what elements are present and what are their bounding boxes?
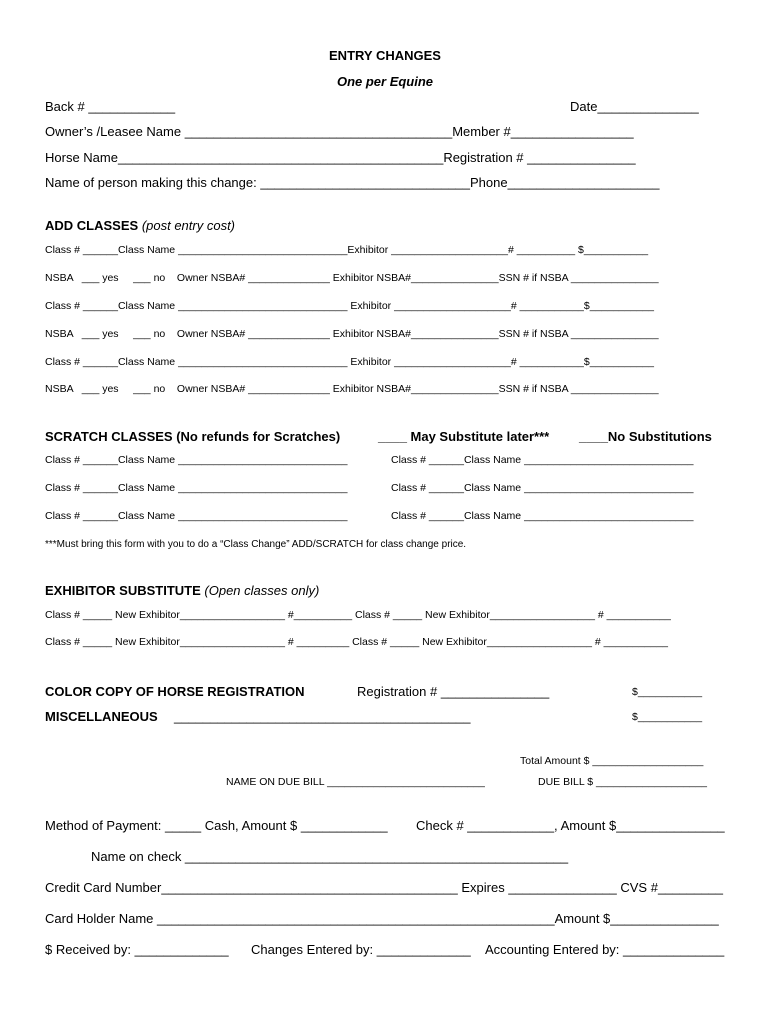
add-nsba-line-2[interactable]: NSBA ___ yes ___ no Owner NSBA# ______________ Exhibitor NSBA#_______________SSN # if NSBA _______________ [45,328,659,340]
date-field[interactable]: Date______________ [570,99,699,114]
back-number-field[interactable]: Back # ____________ [45,99,176,114]
name-on-check-field[interactable]: Name on check _____________________________________________________ [91,849,569,864]
exhibitor-substitute-title: EXHIBITOR SUBSTITUTE [45,583,201,598]
color-copy-label: COLOR COPY OF HORSE REGISTRATION [45,684,305,699]
form-title: ENTRY CHANGES [329,48,441,63]
person-phone-line[interactable]: Name of person making this change: _____________________________Phone_____________________ [45,175,660,190]
color-copy-amount-field[interactable]: $___________ [632,686,703,698]
scratch-left-line-1[interactable]: Class # ______Class Name _____________________________ [45,454,348,466]
add-nsba-line-1[interactable]: NSBA ___ yes ___ no Owner NSBA# ______________ Exhibitor NSBA#_______________SSN # if NSBA _______________ [45,272,659,284]
credit-card-line[interactable]: Credit Card Number_________________________________________ Expires _______________ CVS #_________ [45,880,724,895]
scratch-left-line-3[interactable]: Class # ______Class Name _____________________________ [45,510,348,522]
color-copy-registration-field[interactable]: Registration # _______________ [357,684,550,699]
changes-entered-by-field[interactable]: Changes Entered by: _____________ [251,942,471,957]
payment-method-cash-field[interactable]: Method of Payment: _____ Cash, Amount $ ____________ [45,818,388,833]
form-subtitle: One per Equine [336,74,434,89]
exhibitor-substitute-note: (Open classes only) [204,583,320,598]
may-substitute-option[interactable]: ____ May Substitute later*** [378,429,550,444]
scratch-right-line-2[interactable]: Class # ______Class Name _____________________________ [391,482,694,494]
add-class-line-1[interactable]: Class # ______Class Name _____________________________Exhibitor ____________________# __________ $___________ [45,244,649,256]
add-classes-note: (post entry cost) [141,218,236,233]
exhibitor-substitute-heading [45,584,319,597]
horse-registration-line[interactable]: Horse Name_____________________________________________Registration # _______________ [45,150,636,165]
received-by-field[interactable]: $ Received by: _____________ [45,942,229,957]
owner-member-line[interactable]: Owner’s /Leasee Name _____________________________________Member #_________________ [45,124,634,139]
scratch-classes-heading: SCRATCH CLASSES (No refunds for Scratches) [45,429,341,444]
no-substitutions-option[interactable]: ____No Substitutions [579,429,712,444]
name-on-due-bill-field[interactable]: NAME ON DUE BILL ___________________________ [226,776,485,788]
add-nsba-line-3[interactable]: NSBA ___ yes ___ no Owner NSBA# ______________ Exhibitor NSBA#_______________SSN # if NSBA _______________ [45,383,659,395]
add-class-line-3[interactable]: Class # ______Class Name _____________________________ Exhibitor ____________________# ___________$___________ [45,356,654,368]
accounting-entered-by-field[interactable]: Accounting Entered by: ______________ [485,942,725,957]
exhibitor-substitute-row-1[interactable]: Class # _____ New Exhibitor__________________ #__________ Class # _____ New Exhibitor__________________ # ___________ [45,609,671,621]
due-bill-field[interactable]: DUE BILL $ ___________________ [538,776,707,788]
miscellaneous-amount-field[interactable]: $___________ [632,711,703,723]
check-amount-field[interactable]: Check # ____________, Amount $_______________ [416,818,725,833]
miscellaneous-label: MISCELLANEOUS [45,709,158,724]
scratch-right-line-3[interactable]: Class # ______Class Name _____________________________ [391,510,694,522]
scratch-right-line-1[interactable]: Class # ______Class Name _____________________________ [391,454,694,466]
add-class-line-2[interactable]: Class # ______Class Name _____________________________ Exhibitor ____________________# ___________$___________ [45,300,654,312]
total-amount-field[interactable]: Total Amount $ ___________________ [520,755,704,767]
scratch-left-line-2[interactable]: Class # ______Class Name _____________________________ [45,482,348,494]
add-classes-title: ADD CLASSES [45,218,139,233]
miscellaneous-field[interactable]: _________________________________________ [174,709,471,724]
exhibitor-substitute-row-2[interactable]: Class # _____ New Exhibitor__________________ # _________ Class # _____ New Exhibitor__________________ # ___________ [45,636,668,648]
scratch-note: ***Must bring this form with you to do a “Class Change” ADD/SCRATCH for class change price. [45,539,467,550]
add-classes-heading [45,219,235,232]
card-holder-line[interactable]: Card Holder Name _______________________________________________________Amount $_______________ [45,911,719,926]
